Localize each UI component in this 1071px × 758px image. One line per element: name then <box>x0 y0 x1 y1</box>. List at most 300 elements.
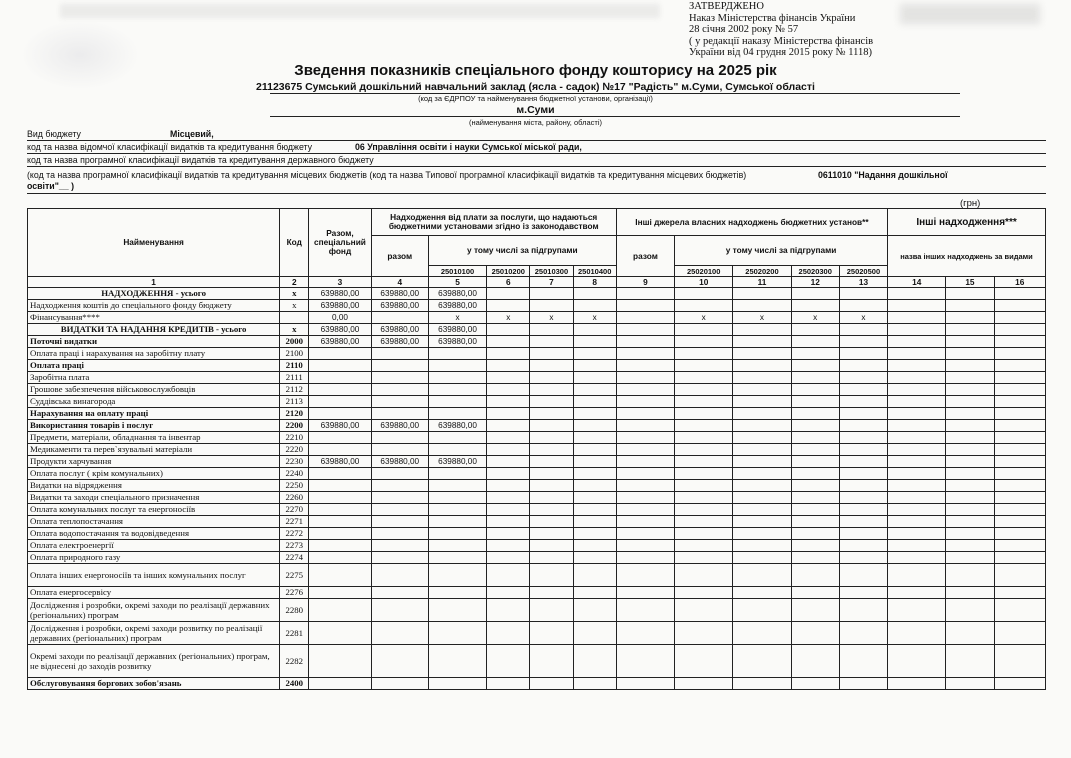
row-value <box>487 552 530 564</box>
row-value <box>371 492 428 504</box>
row-value: x <box>675 312 733 324</box>
row-value <box>573 564 616 587</box>
row-value <box>839 384 887 396</box>
table-row <box>28 444 1046 456</box>
row-value <box>675 492 733 504</box>
row-value <box>573 456 616 468</box>
row-value <box>616 516 674 528</box>
row-value <box>616 540 674 552</box>
row-value <box>888 456 946 468</box>
row-value <box>888 324 946 336</box>
row-value <box>309 540 371 552</box>
row-value <box>530 384 573 396</box>
row-value <box>888 384 946 396</box>
row-value <box>371 396 428 408</box>
row-name: Оплата теплопостачання <box>28 516 280 528</box>
row-value <box>616 480 674 492</box>
dept-code-value: 06 Управління освіти і науки Сумської міської ради, <box>355 142 582 152</box>
row-value <box>573 324 616 336</box>
row-value <box>791 336 839 348</box>
row-value <box>791 324 839 336</box>
row-value <box>675 468 733 480</box>
row-value <box>428 540 486 552</box>
row-value <box>530 552 573 564</box>
row-value <box>733 540 791 552</box>
row-name: Фінансування**** <box>28 312 280 324</box>
row-value <box>428 492 486 504</box>
row-value <box>994 300 1045 312</box>
row-value <box>791 432 839 444</box>
row-value <box>573 480 616 492</box>
row-value <box>309 432 371 444</box>
row-value <box>616 288 674 300</box>
row-value <box>371 444 428 456</box>
row-value <box>616 420 674 432</box>
row-value <box>791 528 839 540</box>
row-value <box>616 408 674 420</box>
column-number: 2 <box>280 277 309 288</box>
row-code: 2280 <box>280 599 309 622</box>
table-row <box>28 540 1046 552</box>
row-value <box>839 599 887 622</box>
row-value <box>994 552 1045 564</box>
row-value <box>994 336 1045 348</box>
row-value <box>994 408 1045 420</box>
row-value <box>487 528 530 540</box>
row-value <box>616 528 674 540</box>
table-row <box>28 587 1046 599</box>
row-name: Заробітна плата <box>28 372 280 384</box>
header-fees-total: разом <box>371 236 428 277</box>
header-own-total: разом <box>616 236 674 277</box>
header-fees-group: Надходження від плати за послуги, що надаються бюджетними установами згідно із законодавством <box>371 209 616 236</box>
row-value <box>487 468 530 480</box>
row-value <box>791 360 839 372</box>
row-value <box>371 384 428 396</box>
row-value <box>839 645 887 678</box>
row-name: Оплата праці <box>28 360 280 372</box>
row-value <box>888 492 946 504</box>
row-value <box>791 456 839 468</box>
row-value <box>888 396 946 408</box>
row-value <box>487 336 530 348</box>
row-value <box>733 420 791 432</box>
row-value <box>888 645 946 678</box>
column-number: 1 <box>28 277 280 288</box>
row-value: x <box>530 312 573 324</box>
row-value <box>888 516 946 528</box>
table-row <box>28 504 1046 516</box>
row-value <box>573 599 616 622</box>
row-value <box>994 599 1045 622</box>
row-value <box>733 324 791 336</box>
row-value <box>994 324 1045 336</box>
row-value <box>616 396 674 408</box>
local-program-value: 0611010 "Надання дошкільної <box>818 170 948 180</box>
row-value <box>309 564 371 587</box>
own-code: 25020200 <box>733 266 791 277</box>
row-value <box>791 396 839 408</box>
row-value <box>733 645 791 678</box>
row-value <box>946 384 994 396</box>
row-value <box>371 312 428 324</box>
row-value <box>839 420 887 432</box>
row-value <box>428 528 486 540</box>
row-value <box>428 360 486 372</box>
row-value <box>733 678 791 690</box>
row-value <box>616 432 674 444</box>
row-value <box>791 552 839 564</box>
row-value <box>675 408 733 420</box>
row-name: Медикаменти та перев`язувальні матеріали <box>28 444 280 456</box>
table-row <box>28 324 1046 336</box>
row-value <box>791 622 839 645</box>
row-value <box>946 504 994 516</box>
table-row <box>28 384 1046 396</box>
table-row <box>28 360 1046 372</box>
row-value <box>733 300 791 312</box>
row-value <box>616 360 674 372</box>
budget-type-value: Місцевий, <box>170 129 214 139</box>
row-value <box>530 504 573 516</box>
row-value: 639880,00 <box>309 336 371 348</box>
row-code: 2111 <box>280 372 309 384</box>
row-value <box>839 622 887 645</box>
table-row <box>28 348 1046 360</box>
row-value <box>791 645 839 678</box>
row-value <box>573 432 616 444</box>
institution-name: 21123675 Сумський дошкільний навчальний заклад (ясла - садок) №17 "Радість" м.Суми, Сумської області <box>256 81 815 93</box>
fee-code: 25010200 <box>487 266 530 277</box>
row-value <box>616 372 674 384</box>
row-value <box>888 420 946 432</box>
row-value <box>839 288 887 300</box>
row-value <box>733 408 791 420</box>
row-value <box>839 300 887 312</box>
row-value: x <box>791 312 839 324</box>
row-value <box>791 288 839 300</box>
row-value <box>733 444 791 456</box>
row-value <box>839 528 887 540</box>
row-value <box>733 480 791 492</box>
row-value <box>309 408 371 420</box>
row-value <box>733 336 791 348</box>
row-value <box>888 288 946 300</box>
row-value <box>791 372 839 384</box>
row-code: 2260 <box>280 492 309 504</box>
row-value: 639880,00 <box>371 420 428 432</box>
row-value <box>573 396 616 408</box>
row-value <box>946 444 994 456</box>
row-value <box>487 288 530 300</box>
row-value <box>487 564 530 587</box>
row-value <box>371 516 428 528</box>
row-value <box>888 599 946 622</box>
row-value <box>309 396 371 408</box>
column-number: 10 <box>675 277 733 288</box>
row-code: 2250 <box>280 480 309 492</box>
row-code <box>280 312 309 324</box>
row-value <box>946 552 994 564</box>
row-value <box>616 336 674 348</box>
row-code: x <box>280 300 309 312</box>
row-value <box>487 504 530 516</box>
row-value <box>371 468 428 480</box>
row-value <box>839 408 887 420</box>
row-value <box>487 420 530 432</box>
row-value <box>946 645 994 678</box>
row-value <box>428 504 486 516</box>
row-value <box>675 396 733 408</box>
table-row <box>28 564 1046 587</box>
row-value <box>573 678 616 690</box>
row-value <box>839 372 887 384</box>
row-value <box>675 564 733 587</box>
row-value <box>994 587 1045 599</box>
row-value: 639880,00 <box>309 324 371 336</box>
row-value: 639880,00 <box>428 300 486 312</box>
blurred-header-text <box>60 4 660 18</box>
table-row <box>28 408 1046 420</box>
table-row <box>28 456 1046 468</box>
row-value <box>946 432 994 444</box>
row-value <box>428 480 486 492</box>
row-value <box>888 444 946 456</box>
row-value <box>371 348 428 360</box>
row-value <box>839 552 887 564</box>
row-value <box>946 312 994 324</box>
row-value: 639880,00 <box>371 324 428 336</box>
row-value <box>573 348 616 360</box>
column-number: 3 <box>309 277 371 288</box>
row-value <box>888 312 946 324</box>
row-value <box>487 300 530 312</box>
row-value <box>675 444 733 456</box>
row-value <box>428 432 486 444</box>
row-value <box>530 492 573 504</box>
row-value <box>994 456 1045 468</box>
row-value <box>791 564 839 587</box>
city-name: м.Суми <box>516 104 555 116</box>
row-value <box>946 408 994 420</box>
row-value <box>791 384 839 396</box>
row-value <box>675 528 733 540</box>
row-value <box>428 622 486 645</box>
row-code: 2230 <box>280 456 309 468</box>
row-value <box>309 528 371 540</box>
row-name: Обслуговування боргових зобов'язань <box>28 678 280 690</box>
table-row <box>28 622 1046 645</box>
row-value <box>791 504 839 516</box>
approval-line: ЗАТВЕРДЖЕНО <box>689 1 764 12</box>
row-value <box>675 432 733 444</box>
table-row <box>28 516 1046 528</box>
row-value <box>675 678 733 690</box>
row-value <box>428 384 486 396</box>
row-value <box>994 312 1045 324</box>
row-value <box>573 645 616 678</box>
row-value <box>616 504 674 516</box>
header-other-income-group: Інші надходження*** <box>888 209 1046 236</box>
row-value <box>573 552 616 564</box>
row-value <box>839 444 887 456</box>
row-value <box>946 360 994 372</box>
row-value: x <box>487 312 530 324</box>
row-value: x <box>428 312 486 324</box>
row-value <box>946 480 994 492</box>
row-value <box>530 420 573 432</box>
own-code: 25020100 <box>675 266 733 277</box>
row-value <box>573 420 616 432</box>
row-value <box>675 540 733 552</box>
row-value <box>371 528 428 540</box>
row-value <box>573 384 616 396</box>
column-number: 16 <box>994 277 1045 288</box>
row-value <box>733 622 791 645</box>
row-value <box>994 528 1045 540</box>
row-value <box>946 492 994 504</box>
row-value <box>616 324 674 336</box>
row-value <box>888 528 946 540</box>
row-value <box>791 678 839 690</box>
row-value <box>733 432 791 444</box>
row-value <box>309 492 371 504</box>
row-value <box>530 468 573 480</box>
row-code: 2110 <box>280 360 309 372</box>
row-value <box>791 599 839 622</box>
row-value <box>573 360 616 372</box>
row-value <box>994 622 1045 645</box>
row-value <box>888 480 946 492</box>
row-value <box>371 645 428 678</box>
row-name: Поточні видатки <box>28 336 280 348</box>
row-value <box>371 678 428 690</box>
row-name: Оплата природного газу <box>28 552 280 564</box>
row-value <box>309 444 371 456</box>
column-number: 8 <box>573 277 616 288</box>
row-value <box>616 312 674 324</box>
column-number: 13 <box>839 277 887 288</box>
row-value <box>839 587 887 599</box>
table-row <box>28 552 1046 564</box>
row-value <box>616 599 674 622</box>
local-program-label: (код та назва програмної класифікації видатків та кредитування місцевих бюджетів (код та назва Типової програмної класифікації видатків та кредитування місцевих бюджетів) <box>27 170 747 180</box>
row-value <box>994 516 1045 528</box>
row-value <box>309 622 371 645</box>
fee-code: 25010100 <box>428 266 486 277</box>
program-code-label: код та назва програмної класифікації видатків та кредитування державного бюджету <box>27 155 374 165</box>
row-value <box>428 396 486 408</box>
table-row <box>28 599 1046 622</box>
row-value <box>371 432 428 444</box>
row-value <box>371 552 428 564</box>
row-value <box>616 492 674 504</box>
row-value <box>530 360 573 372</box>
row-value <box>530 645 573 678</box>
row-value <box>733 468 791 480</box>
row-value <box>573 528 616 540</box>
row-value <box>791 408 839 420</box>
row-name: Дослідження і розробки, окремі заходи розвитку по реалізації державних (регіональних) програм <box>28 622 280 645</box>
row-value <box>888 468 946 480</box>
row-value: 639880,00 <box>371 300 428 312</box>
row-value <box>733 564 791 587</box>
row-value <box>791 516 839 528</box>
row-value <box>675 504 733 516</box>
row-value: x <box>839 312 887 324</box>
row-value <box>616 384 674 396</box>
row-value <box>487 645 530 678</box>
row-value <box>616 468 674 480</box>
row-value <box>946 564 994 587</box>
header-code: Код <box>280 209 309 277</box>
row-value <box>994 420 1045 432</box>
row-value <box>888 348 946 360</box>
blurred-corner-mark <box>900 4 1040 24</box>
row-value <box>733 348 791 360</box>
row-value <box>791 348 839 360</box>
row-value <box>530 348 573 360</box>
row-value <box>791 420 839 432</box>
row-name: Оплата комунальних послуг та енергоносіїв <box>28 504 280 516</box>
row-value <box>530 528 573 540</box>
row-value <box>946 372 994 384</box>
row-value <box>733 396 791 408</box>
row-value <box>428 516 486 528</box>
row-value: 639880,00 <box>428 324 486 336</box>
row-value <box>428 599 486 622</box>
row-value: 639880,00 <box>428 288 486 300</box>
row-value <box>309 599 371 622</box>
row-value: 639880,00 <box>428 420 486 432</box>
approval-line: 28 січня 2002 року № 57 <box>689 24 799 36</box>
approval-block <box>689 1 873 59</box>
row-name: ВИДАТКИ ТА НАДАННЯ КРЕДИТІВ - усього <box>28 324 280 336</box>
row-value <box>994 372 1045 384</box>
row-code: 2000 <box>280 336 309 348</box>
row-value <box>791 468 839 480</box>
row-value <box>946 468 994 480</box>
row-value <box>675 324 733 336</box>
table-row <box>28 420 1046 432</box>
row-value <box>675 372 733 384</box>
row-value <box>888 336 946 348</box>
table-row <box>28 480 1046 492</box>
row-value <box>309 678 371 690</box>
column-number: 6 <box>487 277 530 288</box>
indicators-table <box>27 208 1046 690</box>
row-value <box>839 324 887 336</box>
row-value <box>428 372 486 384</box>
row-value <box>309 384 371 396</box>
row-value <box>839 348 887 360</box>
row-value <box>616 300 674 312</box>
row-value: x <box>733 312 791 324</box>
city-caption: (найменування міста, району, області) <box>468 118 603 127</box>
row-value <box>994 432 1045 444</box>
row-value: 639880,00 <box>309 420 371 432</box>
row-value <box>487 396 530 408</box>
row-value <box>530 516 573 528</box>
row-value <box>994 348 1045 360</box>
row-name: Надходження коштів до спеціального фонду бюджету <box>28 300 280 312</box>
column-numbers-row <box>28 277 1046 288</box>
row-value <box>530 599 573 622</box>
row-value <box>675 587 733 599</box>
institution-caption: (код за ЄДРПОУ та найменування бюджетної установи, організації) <box>418 94 653 103</box>
row-code: 2400 <box>280 678 309 690</box>
row-value <box>839 396 887 408</box>
